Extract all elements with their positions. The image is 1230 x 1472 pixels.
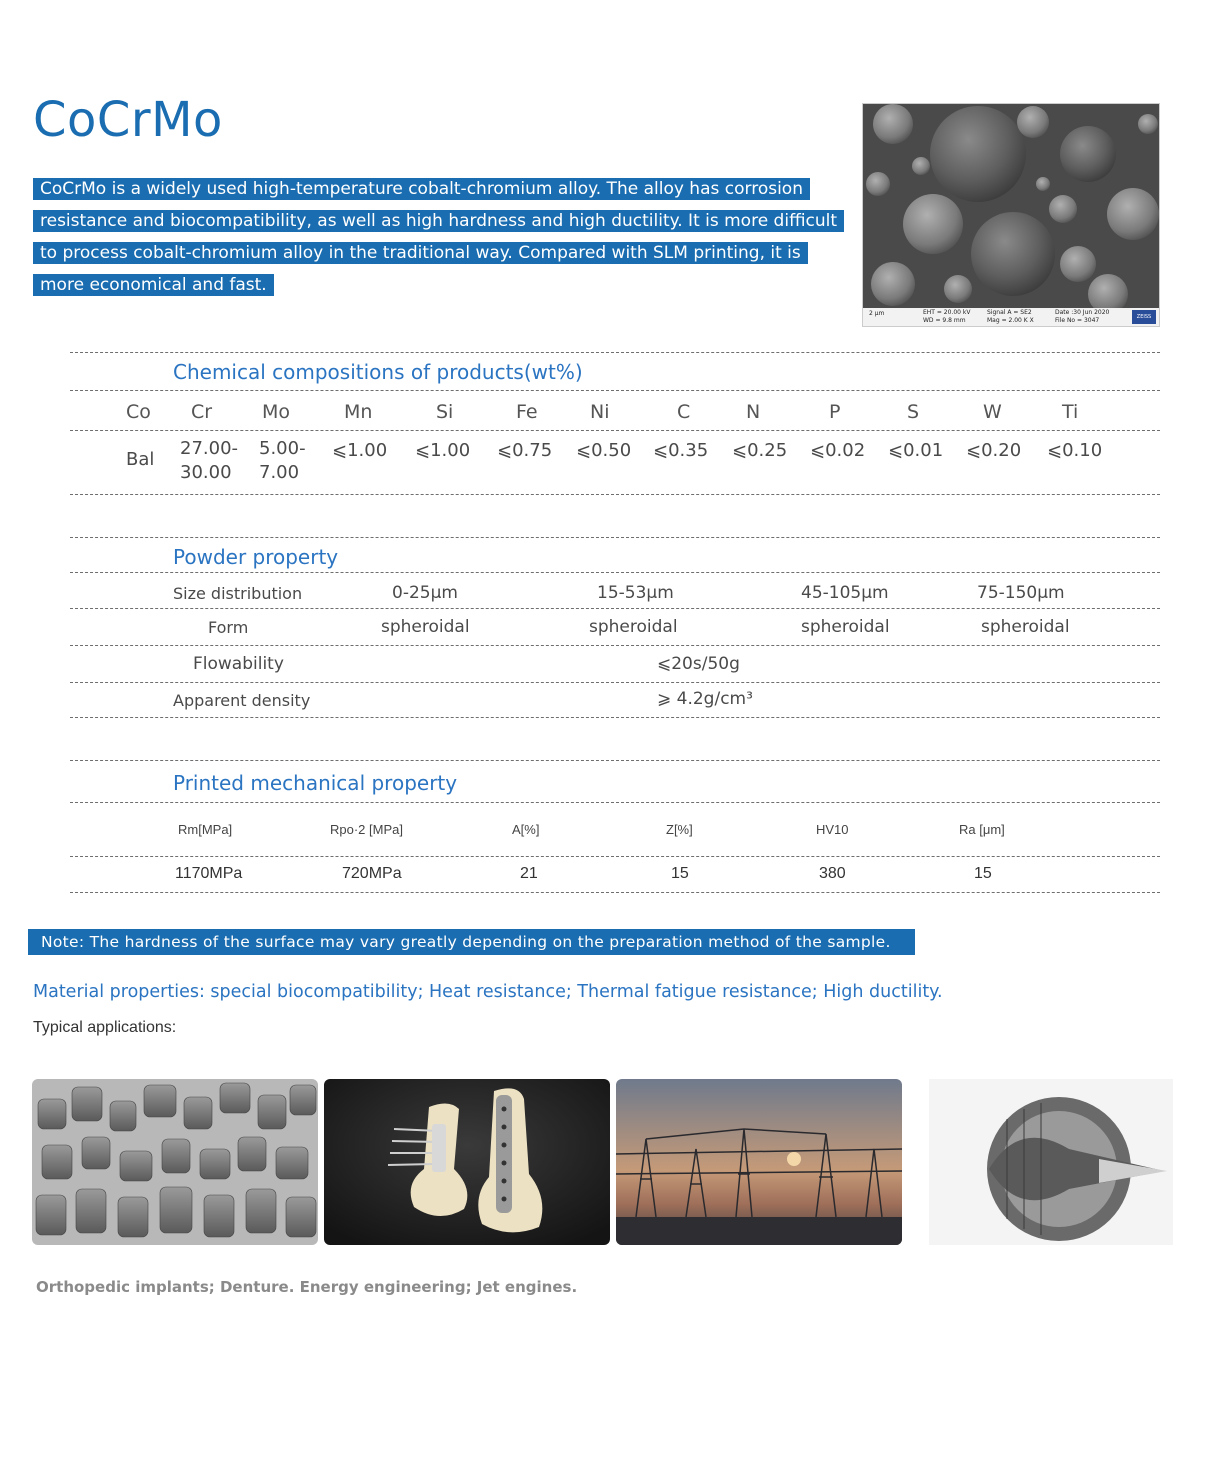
chemical-heading: Chemical compositions of products(wt%): [173, 360, 583, 384]
size-value: 15-53μm: [597, 583, 674, 603]
typical-applications-label: Typical applications:: [33, 1019, 177, 1036]
divider: [70, 390, 1160, 391]
element-symbol: C: [677, 401, 691, 423]
intro-line: to process cobalt-chromium alloy in the traditional way. Compared with SLM printing, it is: [33, 242, 843, 264]
hardness-note: Note: The hardness of the surface may vary greatly depending on the preparation method of the sample.: [28, 929, 915, 955]
mechanical-header: A[%]: [512, 822, 540, 837]
apparent-density-value: ⩾ 4.2g/cm³: [657, 689, 753, 709]
element-symbol: Mo: [262, 401, 291, 423]
mechanical-heading: Printed mechanical property: [173, 771, 458, 795]
mechanical-value: 15: [974, 865, 992, 882]
mechanical-header: Rm[MPa]: [178, 822, 233, 837]
mechanical-value: 15: [671, 865, 689, 882]
orthopedic-implant-photo: [324, 1079, 610, 1245]
element-symbol: Co: [126, 401, 151, 423]
size-value: 75-150μm: [977, 583, 1065, 603]
power-station-photo: [616, 1079, 902, 1245]
divider: [70, 856, 1160, 857]
mechanical-header: Rpo·2 [MPa]: [330, 822, 403, 837]
divider: [70, 717, 1160, 718]
apparent-density-label: Apparent density: [173, 691, 311, 710]
size-value: 0-25μm: [392, 583, 458, 603]
composition-value: ⩽0.20: [966, 440, 1022, 461]
composition-value: ⩽0.02: [810, 440, 866, 461]
composition-value: ⩽0.10: [1047, 440, 1103, 461]
composition-value: 7.00: [259, 462, 300, 483]
material-properties: Material properties: special biocompatibility; Heat resistance; Thermal fatigue resistance; High ductility.: [33, 982, 943, 1002]
sem-info-bar: 2 μm EHT = 20.00 kV WD = 9.8 mm Signal A = SE2 Mag = 2.00 K X Date :30 Jun 2020 File No = 3047 ZEISS: [863, 308, 1159, 326]
element-symbol: Mn: [344, 401, 373, 423]
divider: [70, 572, 1160, 573]
composition-value: 27.00-: [180, 438, 239, 459]
mechanical-value: 380: [819, 865, 846, 882]
element-symbol: Fe: [516, 401, 538, 423]
flowability-label: Flowability: [193, 654, 284, 674]
size-distribution-label: Size distribution: [173, 584, 303, 603]
composition-value: ⩽0.25: [732, 440, 788, 461]
divider: [70, 608, 1160, 609]
composition-value: ⩽0.75: [497, 440, 553, 461]
element-symbol: Ti: [1062, 401, 1079, 423]
element-symbol: W: [983, 401, 1002, 423]
divider: [70, 537, 1160, 538]
composition-value: ⩽1.00: [332, 440, 388, 461]
mechanical-header: Ra [μm]: [959, 822, 1005, 837]
composition-value: 30.00: [180, 462, 232, 483]
form-label: Form: [208, 618, 249, 637]
mechanical-value: 21: [520, 865, 538, 882]
divider: [70, 682, 1160, 683]
divider: [70, 352, 1160, 353]
flowability-value: ⩽20s/50g: [657, 654, 740, 674]
divider: [70, 645, 1160, 646]
composition-value: ⩽0.50: [576, 440, 632, 461]
element-symbol: Si: [436, 401, 454, 423]
form-value: spheroidal: [381, 617, 470, 637]
applications-caption: Orthopedic implants; Denture. Energy engineering; Jet engines.: [36, 1278, 578, 1296]
divider: [70, 430, 1160, 431]
element-symbol: P: [829, 401, 841, 423]
composition-value: ⩽1.00: [415, 440, 471, 461]
page-title: CoCrMo: [33, 92, 223, 148]
mechanical-value: 720MPa: [342, 865, 402, 882]
denture-photo: [32, 1079, 318, 1245]
form-value: spheroidal: [981, 617, 1070, 637]
zeiss-logo: ZEISS: [1132, 310, 1156, 324]
intro-line: more economical and fast.: [33, 274, 843, 296]
intro-line: CoCrMo is a widely used high-temperature cobalt-chromium alloy. The alloy has corrosion: [33, 178, 843, 200]
form-value: spheroidal: [589, 617, 678, 637]
intro-paragraph: [33, 178, 843, 306]
divider: [70, 892, 1160, 893]
element-symbol: Ni: [590, 401, 610, 423]
mechanical-header: HV10: [816, 822, 849, 837]
divider: [70, 802, 1160, 803]
composition-value: 5.00-: [259, 438, 306, 459]
element-symbol: Cr: [191, 401, 213, 423]
element-symbol: N: [746, 401, 761, 423]
jet-engine-photo: [929, 1079, 1173, 1245]
composition-value: Bal: [126, 449, 155, 470]
mechanical-value: 1170MPa: [175, 865, 243, 882]
powder-heading: Powder property: [173, 545, 339, 569]
size-value: 45-105μm: [801, 583, 889, 603]
intro-line: resistance and biocompatibility, as well as high hardness and high ductility. It is more difficult: [33, 210, 843, 232]
form-value: spheroidal: [801, 617, 890, 637]
sem-micrograph-image: [862, 103, 1160, 327]
element-symbol: S: [907, 401, 920, 423]
mechanical-header: Z[%]: [666, 822, 693, 837]
composition-value: ⩽0.35: [653, 440, 709, 461]
divider: [70, 760, 1160, 761]
composition-value: ⩽0.01: [888, 440, 944, 461]
divider: [70, 494, 1160, 495]
